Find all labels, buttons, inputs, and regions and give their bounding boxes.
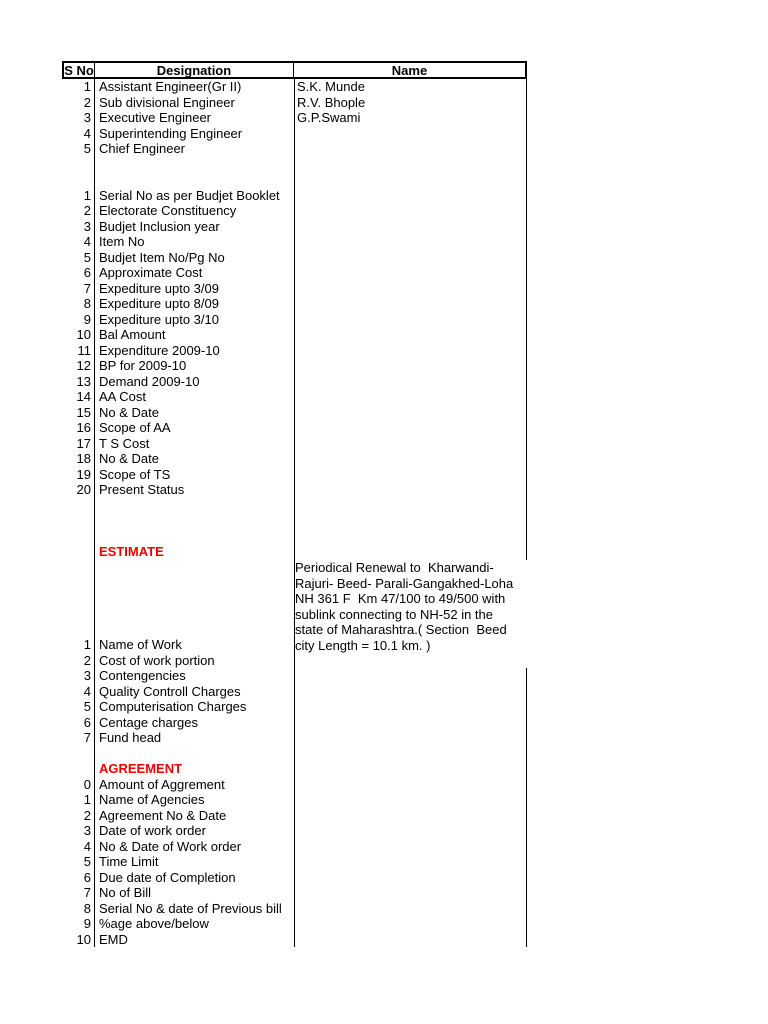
cell-name	[294, 141, 527, 157]
cell-sno: 15	[76, 404, 91, 420]
spreadsheet-table	[62, 61, 528, 947]
cell-name	[294, 839, 527, 855]
cell-sno: 7	[83, 730, 91, 745]
cell-name	[294, 436, 527, 452]
cell-designation: Scope of TS	[99, 466, 171, 482]
cell-designation: Serial No & date of Previous bill	[99, 900, 282, 916]
cell-designation	[94, 746, 294, 762]
cell-sno: 5	[83, 249, 91, 265]
cell-sno	[62, 606, 94, 622]
cell-name	[294, 157, 527, 173]
cell-designation	[94, 575, 294, 591]
cell-sno: 12	[76, 358, 91, 373]
cell-name	[294, 901, 527, 917]
cell-name	[294, 327, 527, 343]
cell-name	[294, 870, 527, 886]
cell-designation: Name of Agencies	[99, 792, 205, 807]
cell-name	[294, 281, 527, 297]
cell-designation: Budjet Inclusion year	[99, 218, 220, 234]
cell-name	[294, 312, 527, 328]
cell-designation: No & Date	[99, 404, 159, 420]
cell-designation	[94, 498, 294, 514]
cell-designation: Electorate Constituency	[99, 203, 237, 218]
cell-name	[294, 885, 527, 901]
cell-designation	[94, 529, 294, 545]
cell-designation: BP for 2009-10	[99, 358, 187, 373]
cell-sno: 10	[76, 931, 91, 947]
cell-designation: Item No	[99, 234, 145, 249]
cell-sno: 13	[76, 373, 91, 389]
cell-designation: Budjet Item No/Pg No	[99, 249, 225, 265]
cell-designation: Present Status	[99, 482, 185, 497]
cell-sno: 19	[76, 466, 91, 482]
cell-sno: 6	[83, 714, 91, 730]
header-name: Name	[391, 62, 428, 78]
cell-name	[294, 730, 527, 746]
cell-name	[294, 265, 527, 281]
cell-name: G.P.Swami	[297, 110, 361, 125]
cell-sno: 8	[83, 296, 91, 311]
cell-name	[294, 916, 527, 932]
cell-designation: Serial No as per Budjet Booklet	[99, 187, 280, 203]
header-sno: S No	[64, 62, 94, 78]
cell-sno: 9	[83, 916, 91, 931]
cell-designation	[94, 560, 294, 576]
cell-designation: No & Date of Work order	[99, 838, 242, 854]
cell-sno: 2	[83, 807, 91, 823]
cell-sno	[62, 157, 94, 173]
cell-name	[294, 668, 527, 684]
cell-sno	[62, 513, 94, 529]
cell-name	[294, 420, 527, 436]
cell-sno	[62, 591, 94, 607]
cell-designation: Name of Work	[99, 637, 182, 652]
cell-name	[294, 126, 527, 142]
cell-designation: Date of work order	[99, 823, 206, 838]
cell-designation: EMD	[99, 931, 128, 947]
cell-name	[294, 172, 527, 188]
cell-sno	[62, 544, 94, 560]
cell-sno	[62, 575, 94, 591]
cell-sno	[62, 172, 94, 188]
cell-name: S.K. Munde	[297, 79, 365, 94]
cell-sno: 10	[76, 327, 91, 342]
cell-name	[294, 746, 527, 762]
grid-line-sno-divider	[94, 79, 95, 947]
cell-sno: 9	[83, 311, 91, 327]
cell-name	[294, 792, 527, 808]
cell-sno: 1	[83, 187, 91, 203]
cell-name	[294, 808, 527, 824]
section-heading: AGREEMENT	[99, 761, 183, 776]
cell-designation: Scope of AA	[99, 420, 171, 435]
cell-designation: Contengencies	[99, 668, 186, 683]
grid-line-designation-divider	[294, 79, 295, 947]
header-designation: Designation	[95, 63, 294, 77]
cell-name	[294, 203, 527, 219]
cell-name	[294, 513, 527, 529]
cell-designation: Sub divisional Engineer	[99, 94, 235, 110]
cell-name	[294, 188, 527, 204]
cell-designation: Centage charges	[99, 714, 199, 730]
cell-name	[294, 715, 527, 731]
cell-sno: 20	[76, 482, 91, 497]
section-heading: ESTIMATE	[99, 544, 164, 559]
cell-sno: 4	[83, 683, 91, 699]
cell-name	[294, 653, 527, 669]
cell-sno: 1	[83, 79, 91, 94]
cell-sno	[62, 498, 94, 514]
grid-line-right-lower	[526, 668, 527, 947]
cell-designation: Amount of Aggrement	[99, 776, 225, 792]
cell-sno: 5	[83, 141, 91, 156]
cell-sno: 3	[83, 823, 91, 838]
cell-designation: Time Limit	[99, 854, 159, 869]
cell-sno: 5	[83, 854, 91, 869]
cell-sno: 11	[77, 342, 91, 358]
cell-designation: Quality Controll Charges	[99, 683, 241, 699]
cell-name	[294, 761, 527, 777]
cell-name	[294, 389, 527, 405]
cell-designation	[94, 606, 294, 622]
cell-designation: Assistant Engineer(Gr II)	[99, 79, 242, 94]
cell-name	[294, 529, 527, 545]
cell-designation: Expenditure 2009-10	[99, 342, 220, 358]
cell-sno: 1	[83, 792, 91, 807]
cell-sno: 7	[83, 280, 91, 296]
cell-name	[294, 234, 527, 250]
cell-name	[294, 467, 527, 483]
cell-sno: 6	[83, 869, 91, 885]
cell-name	[294, 482, 527, 498]
cell-designation: Computerisation Charges	[99, 699, 247, 714]
cell-name	[294, 343, 527, 359]
cell-sno: 4	[83, 125, 91, 141]
cell-name	[294, 296, 527, 312]
cell-sno: 3	[83, 668, 91, 683]
cell-designation: Fund head	[99, 730, 162, 745]
grid-line-right-upper	[526, 79, 527, 560]
cell-sno: 3	[83, 218, 91, 234]
table-header-row	[62, 61, 527, 79]
cell-name	[294, 823, 527, 839]
cell-designation: Expediture upto 3/09	[99, 280, 219, 296]
cell-sno: 5	[83, 699, 91, 714]
cell-name	[294, 374, 527, 390]
cell-sno: 18	[76, 451, 91, 466]
cell-name	[294, 405, 527, 421]
cell-sno: 0	[83, 776, 91, 792]
cell-designation: Expediture upto 3/10	[99, 311, 219, 327]
cell-sno	[62, 761, 94, 777]
cell-sno: 16	[76, 420, 91, 435]
cell-sno: 8	[83, 900, 91, 916]
cell-name	[294, 932, 527, 948]
cell-sno	[62, 529, 94, 545]
cell-sno: 17	[76, 435, 91, 451]
cell-designation: Agreement No & Date	[99, 807, 227, 823]
cell-designation: T S Cost	[99, 435, 150, 451]
cell-name	[294, 451, 527, 467]
cell-sno	[62, 746, 94, 762]
cell-sno: 6	[83, 265, 91, 280]
cell-sno: 14	[76, 389, 91, 404]
cell-name	[294, 219, 527, 235]
cell-sno: 2	[83, 203, 91, 218]
cell-designation: Due date of Completion	[99, 869, 236, 885]
cell-sno	[62, 622, 94, 638]
cell-designation	[94, 157, 294, 173]
cell-designation: AA Cost	[99, 389, 146, 404]
cell-name	[294, 498, 527, 514]
cell-designation	[94, 172, 294, 188]
cell-designation	[94, 591, 294, 607]
cell-sno	[62, 560, 94, 576]
cell-designation: Cost of work portion	[99, 652, 215, 668]
cell-name	[294, 544, 527, 560]
cell-name	[294, 777, 527, 793]
cell-designation: Demand 2009-10	[99, 373, 200, 389]
cell-designation: Bal Amount	[99, 327, 166, 342]
cell-designation: Executive Engineer	[99, 110, 212, 125]
cell-name	[294, 358, 527, 374]
cell-designation	[94, 622, 294, 638]
cell-designation: No & Date	[99, 451, 159, 466]
cell-sno: 1	[83, 637, 91, 652]
cell-name: R.V. Bhople	[297, 94, 366, 110]
cell-sno: 2	[83, 652, 91, 668]
cell-sno: 3	[83, 110, 91, 125]
cell-name	[294, 684, 527, 700]
cell-sno: 7	[83, 885, 91, 900]
cell-designation: %age above/below	[99, 916, 209, 931]
cell-designation: Chief Engineer	[99, 141, 185, 156]
work-description-cell: Periodical Renewal to Kharwandi-Rajuri- Beed- Parali-Gangakhed-Loha NH 361 F Km 47/100 to 49/500 with sublink connecting to NH-52 in the state of Maharashtra.( Section Beed city Length = 10.1 km. )	[295, 560, 517, 653]
cell-sno: 4	[83, 838, 91, 854]
cell-designation: Superintending Engineer	[99, 125, 243, 141]
cell-designation	[94, 513, 294, 529]
cell-designation: Expediture upto 8/09	[99, 296, 219, 311]
cell-designation: No of Bill	[99, 885, 152, 900]
cell-sno: 4	[83, 234, 91, 249]
cell-designation: Approximate Cost	[99, 265, 203, 280]
cell-name	[294, 854, 527, 870]
cell-sno: 2	[83, 94, 91, 110]
cell-name	[294, 699, 527, 715]
cell-name	[294, 250, 527, 266]
